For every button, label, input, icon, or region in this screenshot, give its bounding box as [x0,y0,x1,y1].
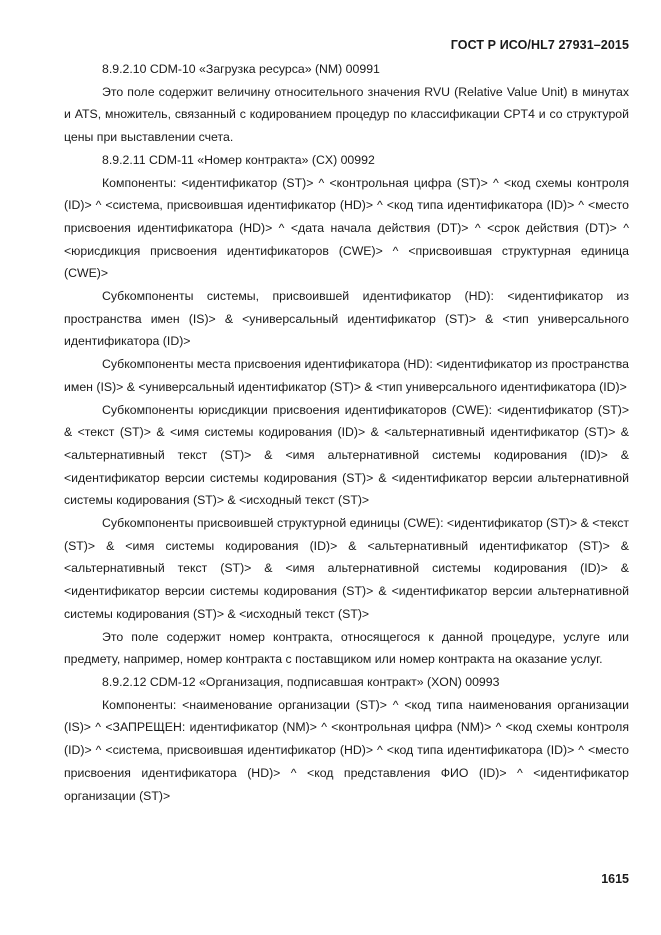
paragraph: Это поле содержит величину относительного значения RVU (Relative Value Unit) в минутах и ATS, множитель, связанный с кодированием процедур по классификации CPT4 и со структурой цены при выставлении счета. [64,84,629,145]
paragraph: Субкомпоненты присвоившей структурной единицы (CWE): <идентификатор (ST)> & <текст (ST)> & <имя системы кодирования (ID)> & <альтернативный идентификатор (ST)> & <альтернативный текст (ST)> & <имя альтернативной системы кодирования (ID)> & <идентификатор версии системы кодирования (ST)> & <идентификатор версии альтернативной системы кодирования (ST)> & <исходный текст (ST)> [64,516,630,621]
section-heading-cdm-12: 8.9.2.12 CDM-12 «Организация, подписавшая контракт» (XON) 00993 [102,674,500,689]
paragraph: Субкомпоненты места присвоения идентификатора (HD): <идентификатор из пространства имен (IS)> & <универсальный идентификатор (ST)> & <тип универсального идентификатора (ID)> [64,357,629,394]
paragraph: Это поле содержит номер контракта, относящегося к данной процедуре, услуге или предмету, например, номер контракта с поставщиком или номер контракта на оказание услуг. [64,629,629,667]
paragraph: Субкомпоненты системы, присвоившей идентификатор (HD): <идентификатор из пространства имен (IS)> & <универсальный идентификатор (ST)> & <тип универсального идентификатора (ID)> [64,289,629,349]
document-header: ГОСТ Р ИСО/HL7 27931–2015 [450,38,629,52]
paragraph: Компоненты: <идентификатор (ST)> ^ <контрольная цифра (ST)> ^ <код схемы контроля (ID)> ^ <система, присвоившая идентификатор (HD)> ^ <код типа идентификатора (ID)> ^ <место присвоения идентификатора (HD)> ^ <дата начала действия (DT)> ^ <срок действия (DT)> ^ <юрисдикция присвоения идентификаторов (CWE)> ^ <присвоившая структурная единица (CWE)> [64,175,629,281]
page-number: 1615 [601,872,629,886]
document-body [64,58,629,807]
section-heading-cdm-11: 8.9.2.11 CDM-11 «Номер контракта» (CX) 00992 [102,152,375,167]
section-heading-cdm-10: 8.9.2.10 CDM-10 «Загрузка ресурса» (NM) 00991 [102,62,380,76]
paragraph: Компоненты: <наименование организации (ST)> ^ <код типа наименования организации (IS)> ^ <ЗАПРЕЩЕН: идентификатор (NM)> ^ <контрольная цифра (NM)> ^ <код схемы контроля (ID)> ^ <система, присвоившая идентификатор (HD)> ^ <код типа идентификатора (ID)> ^ <место присвоения идентификатора (HD)> ^ <код представления ФИО (ID)> ^ <идентификатор организации (ST)> [64,697,629,803]
paragraph: Субкомпоненты юрисдикции присвоения идентификаторов (CWE): <идентификатор (ST)> & <текст (ST)> & <имя системы кодирования (ID)> & <альтернативный идентификатор (ST)> & <альтернативный текст (ST)> & <имя альтернативной системы кодирования (ID)> & <идентификатор версии системы кодирования (ST)> & <идентификатор версии альтернативной системы кодирования (ST)> & <исходный текст (ST)> [64,402,629,508]
